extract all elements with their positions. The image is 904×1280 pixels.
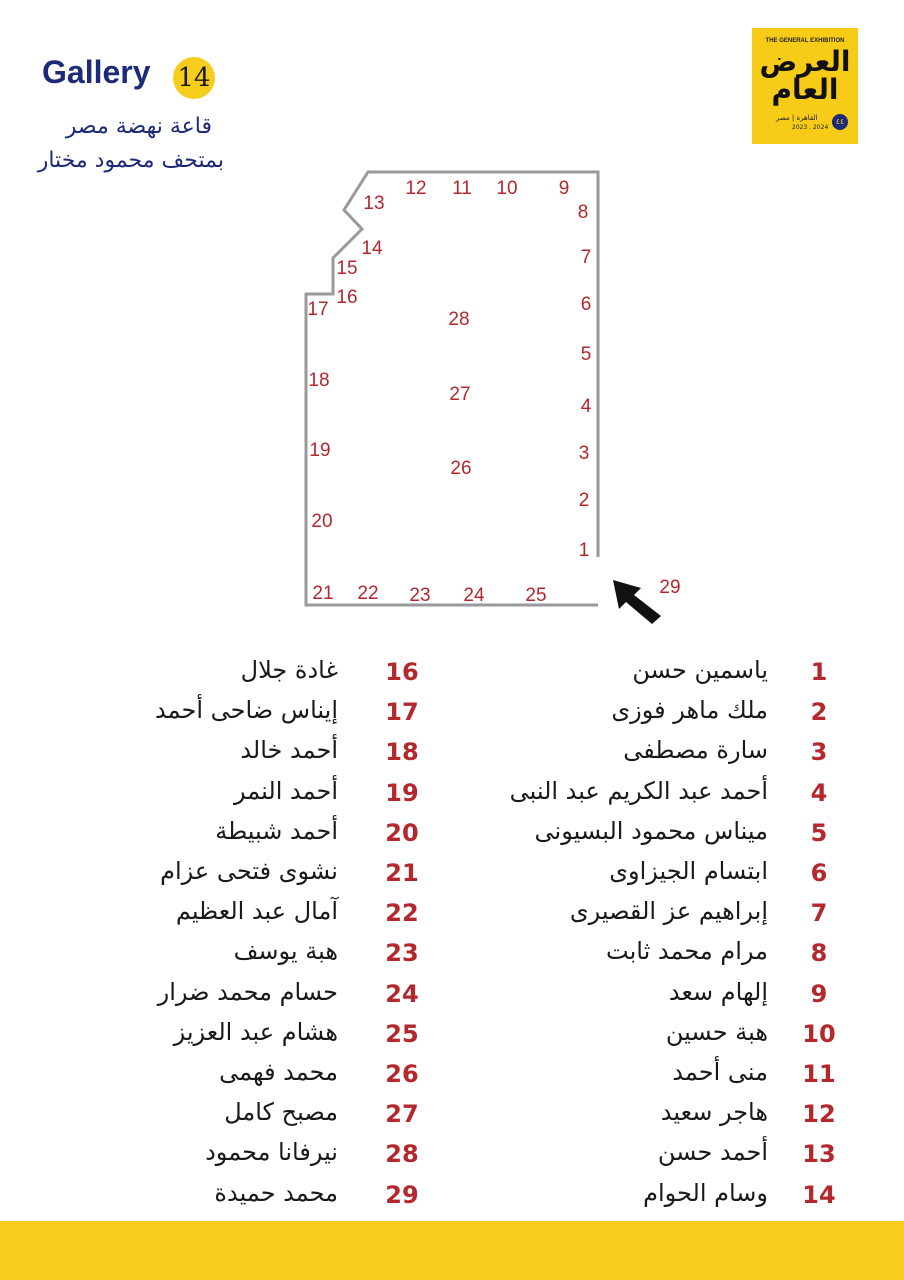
artist-right-name: إلهام سعد [668,977,768,1006]
artist-left-name: محمد فهمى [219,1058,338,1086]
artist-left-number: 18 [385,738,419,767]
artist-left-number: 28 [385,1140,419,1169]
artist-right-name: ابتسام الجيزاوى [609,857,768,885]
artist-left-number: 20 [385,818,419,847]
artist-right-name: وسام الحوام [643,1178,768,1207]
artist-right-number: 6 [810,859,828,887]
artist-left-number: 21 [385,859,419,887]
artist-left-name: نشوى فتحى عزام [160,857,338,885]
artist-left-number: 16 [385,658,419,686]
artist-right-number: 2 [810,698,828,727]
artist-right-name: مرام محمد ثابت [606,937,768,966]
hall-name: قاعة نهضة مصر [65,114,212,139]
logo-mark-line1: العرض [759,45,851,78]
artist-right-name: إبراهيم عز القصيرى [569,897,768,926]
map-label-26: 26 [450,458,472,479]
map-label-8: 8 [577,202,589,223]
map-label-28: 28 [448,309,470,330]
artist-left-number: 22 [385,899,419,928]
map-label-14: 14 [361,238,383,259]
map-label-3: 3 [578,443,590,464]
museum-name: بمتحف محمود مختار [37,148,224,173]
map-label-29: 29 [659,577,681,598]
artist-left-name: أحمد خالد [240,736,338,765]
artist-left-name: نيرفانا محمود [205,1138,338,1167]
artist-right-number: 4 [810,778,828,807]
artist-right-number: 7 [810,899,828,928]
artist-right-number: 12 [802,1100,836,1129]
map-label-23: 23 [409,585,431,606]
artist-left-name: أحمد النمر [234,776,338,805]
artist-right-number: 8 [810,939,828,968]
artist-right-name: سارة مصطفى [623,736,768,765]
gallery-title: Gallery [42,54,151,90]
arrow-up-left-icon [613,580,661,624]
entrance-arrow [613,580,661,624]
artist-right-number: 10 [802,1019,836,1048]
artist-left-name: هشام عبد العزيز [173,1017,338,1046]
map-label-4: 4 [580,396,592,417]
map-label-5: 5 [580,344,592,365]
artist-right-name: ملك ماهر فوزى [611,696,768,725]
artist-left-number: 17 [385,698,419,727]
map-label-16: 16 [336,287,358,308]
artist-left-name: محمد حميدة [214,1178,338,1207]
artist-right-name: أحمد حسن [657,1138,768,1167]
map-label-1: 1 [578,540,590,561]
logo-years: 2023 . 2024 [792,124,829,131]
logo-city: القاهرة | مصر [776,114,818,122]
map-label-11: 11 [452,178,472,199]
artist-right-number: 11 [802,1060,836,1088]
map-label-15: 15 [336,258,358,279]
artist-left-name: حسام محمد ضرار [157,977,338,1006]
map-label-19: 19 [309,440,331,461]
map-label-17: 17 [307,299,329,320]
artist-right-number: 9 [810,979,828,1008]
map-label-24: 24 [463,585,485,606]
artist-right-name: هبة حسين [665,1017,768,1046]
logo-top-text: THE GENERAL EXHIBITION [765,38,845,44]
artist-left-name: آمال عبد العظيم [175,897,338,926]
map-label-6: 6 [580,294,592,315]
artist-right-name: ميناس محمود البسيونى [534,816,768,845]
artist-left-number: 27 [385,1100,419,1129]
map-label-10: 10 [496,178,518,199]
artist-right-name: أحمد عبد الكريم عبد النبى [509,776,768,805]
map-label-20: 20 [311,511,333,532]
map-label-9: 9 [558,178,570,199]
artist-left-number: 19 [385,778,419,807]
artist-left-name: هبة يوسف [233,937,338,966]
logo-mark-line2: العام [771,73,839,106]
map-label-21: 21 [312,583,334,604]
artist-left-number: 23 [385,939,419,968]
logo-edition-badge: ٤٤ [832,114,848,130]
map-label-18: 18 [308,370,330,391]
map-label-13: 13 [363,193,385,214]
artist-left-name: مصبح كامل [224,1098,338,1127]
artist-left-name: أحمد شبيطة [215,816,338,845]
map-label-22: 22 [357,583,379,604]
map-label-27: 27 [449,384,471,405]
artist-right-name: ياسمين حسن [632,656,768,684]
artist-left-number: 24 [385,979,419,1008]
map-label-7: 7 [580,247,592,268]
artist-left-number: 29 [385,1180,419,1209]
artist-right-number: 1 [810,658,828,686]
artist-left-name: إيناس ضاحى أحمد [155,696,338,725]
footer-band [0,1221,904,1280]
map-label-12: 12 [405,178,427,199]
map-label-25: 25 [525,585,547,606]
artist-right-name: هاجر سعيد [660,1098,768,1127]
map-label-2: 2 [578,490,590,511]
gallery-number-badge: 14 [173,57,215,99]
artist-left-number: 26 [385,1060,419,1088]
artist-right-name: منى أحمد [672,1058,768,1086]
artist-right-number: 5 [810,818,828,847]
artist-right-number: 3 [810,738,828,767]
artist-right-number: 13 [802,1140,836,1169]
artist-left-number: 25 [385,1019,419,1048]
artist-left-name: غادة جلال [240,656,338,684]
artist-right-number: 14 [802,1180,836,1209]
